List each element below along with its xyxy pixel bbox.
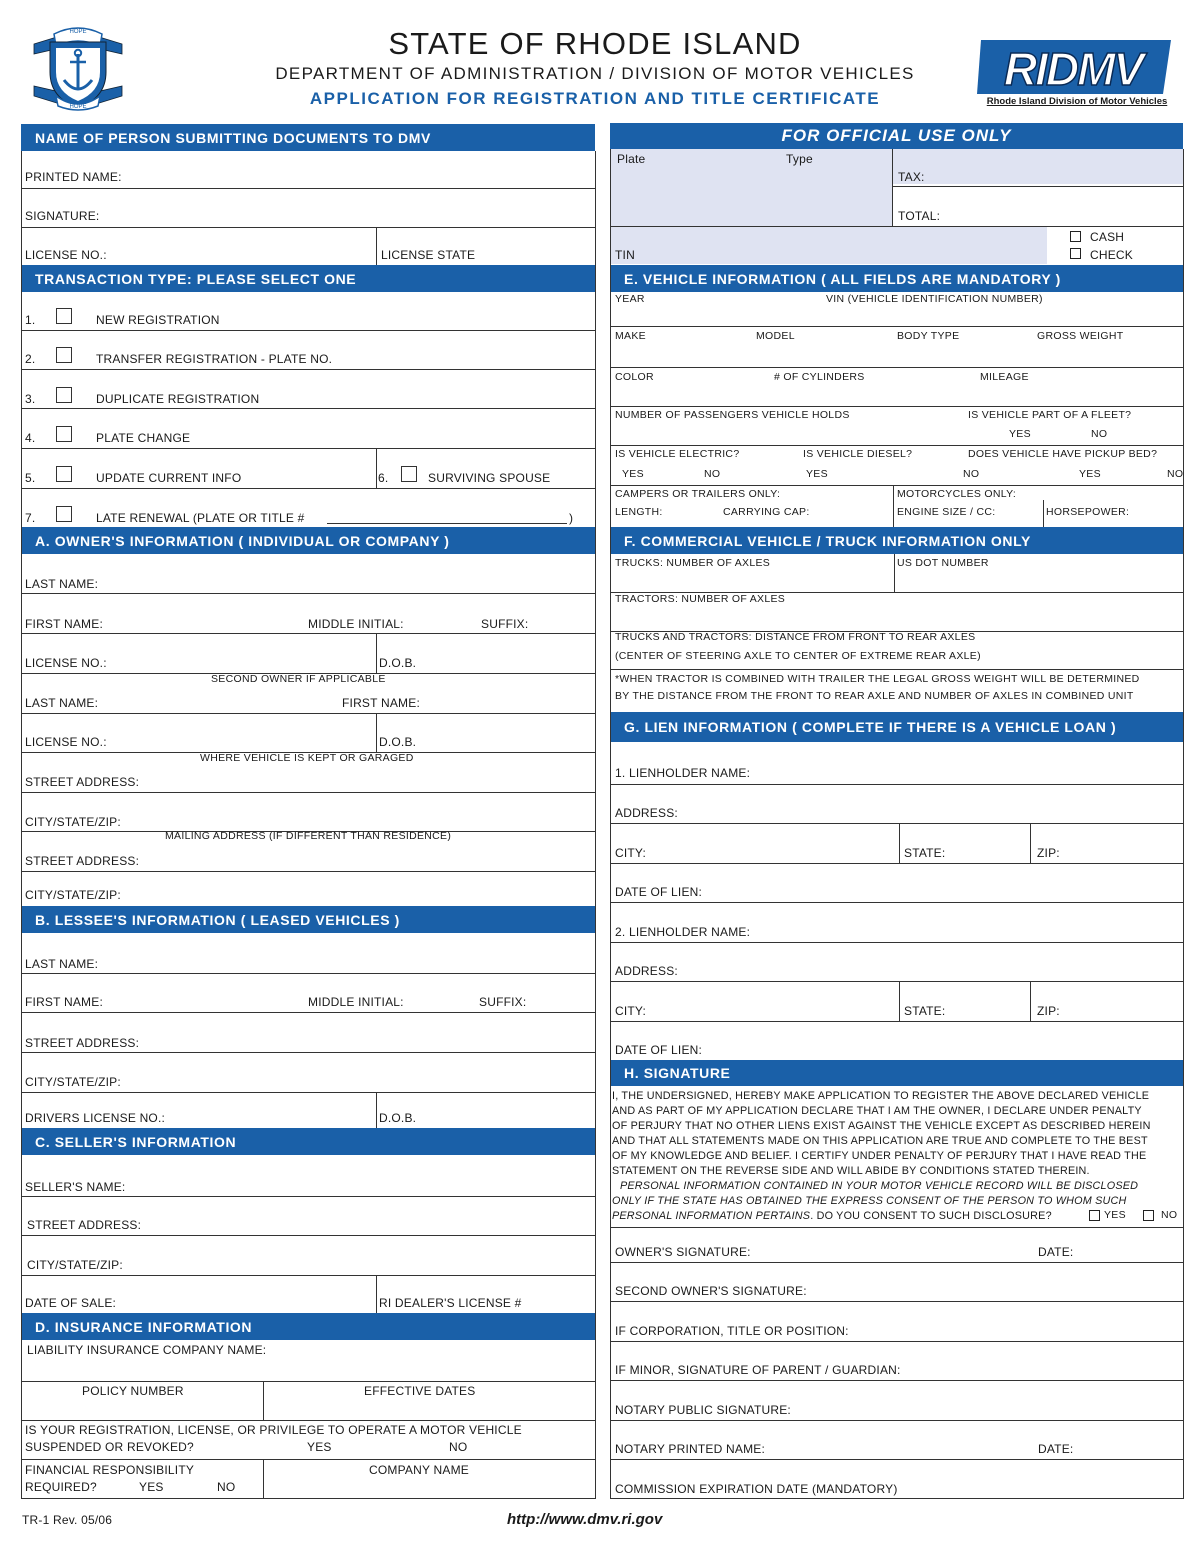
mailing-caption: MAILING ADDRESS (IF DIFFERENT THAN RESIDENCE) [165, 830, 452, 842]
declaration-line: OF MY KNOWLEDGE AND BELIEF. I CERTIFY UNDER PENALTY OF PERJURY THAT I HAVE READ THE [612, 1150, 1147, 1162]
lien2-zip-label: ZIP: [1037, 1004, 1060, 1018]
total-label: TOTAL: [898, 209, 941, 223]
new-registration-label: NEW REGISTRATION [96, 313, 220, 327]
notary-name-label: NOTARY PRINTED NAME: [615, 1442, 766, 1456]
transaction-heading: TRANSACTION TYPE: PLEASE SELECT ONE [21, 265, 595, 292]
transfer-registration-checkbox[interactable] [56, 347, 72, 363]
diesel-yes[interactable]: YES [806, 468, 828, 480]
electric-yes[interactable]: YES [622, 468, 644, 480]
suspended-no[interactable]: NO [449, 1440, 468, 1454]
anchor-seal-icon [30, 20, 126, 112]
lessee-first-name-label: FIRST NAME: [25, 995, 103, 1009]
printed-name-label: PRINTED NAME: [25, 170, 122, 184]
owner-dob-field[interactable] [420, 645, 590, 671]
mileage-label: MILEAGE [980, 371, 1029, 383]
diesel-no[interactable]: NO [963, 468, 980, 480]
duplicate-registration-label: DUPLICATE REGISTRATION [96, 392, 260, 406]
new-registration-checkbox[interactable] [56, 308, 72, 324]
axle-distance-note: (CENTER OF STEERING AXLE TO CENTER OF EXTREME REAR AXLE) [615, 650, 981, 662]
lienholder2-label: 2. LIENHOLDER NAME: [615, 925, 751, 939]
license-state-label: LICENSE STATE [381, 248, 476, 262]
owner-dob-label: D.O.B. [379, 656, 417, 670]
item-number: 2. [25, 352, 36, 366]
lessee-street-label: STREET ADDRESS: [25, 1036, 140, 1050]
privacy-line-3: PERSONAL INFORMATION PERTAINS [612, 1210, 811, 1222]
company-name-label: COMPANY NAME [369, 1463, 469, 1477]
declaration-text [612, 1089, 1151, 1224]
vin-label: VIN (VEHICLE IDENTIFICATION NUMBER) [826, 293, 1043, 305]
page-title: STATE OF RHODE ISLAND [388, 26, 802, 61]
owner-signature-field[interactable] [770, 1234, 1030, 1260]
second-owner-caption: SECOND OWNER IF APPLICABLE [211, 673, 386, 685]
financial-required-label: REQUIRED? [25, 1480, 97, 1494]
notary-signature-label: NOTARY PUBLIC SIGNATURE: [615, 1403, 791, 1417]
svg-text:HOPE: HOPE [69, 104, 87, 110]
lessee-suffix-label: SUFFIX: [479, 995, 527, 1009]
seller-city-label: CITY/STATE/ZIP: [27, 1258, 123, 1272]
late-renewal-field[interactable] [327, 512, 567, 524]
year-label: YEAR [615, 293, 645, 305]
fleet-yes[interactable]: YES [1009, 428, 1031, 440]
model-label: MODEL [756, 330, 795, 342]
make-label: MAKE [615, 330, 646, 342]
owner-license-field[interactable] [120, 645, 370, 671]
official-use-heading: FOR OFFICIAL USE ONLY [610, 123, 1183, 149]
insurance-company-label: LIABILITY INSURANCE COMPANY NAME: [27, 1343, 267, 1357]
item-number: 5. [25, 471, 36, 485]
mailing-street-label: STREET ADDRESS: [25, 854, 140, 868]
tax-label: TAX: [898, 170, 925, 184]
commission-expiration-label: COMMISSION EXPIRATION DATE (MANDATORY) [615, 1482, 898, 1496]
owner-first-name-label: FIRST NAME: [25, 617, 103, 631]
carrying-cap-label: CARRYING CAP: [723, 506, 810, 518]
transfer-registration-label: TRANSFER REGISTRATION - PLATE NO. [96, 352, 333, 366]
declaration-line: I, THE UNDERSIGNED, HEREBY MAKE APPLICATION TO REGISTER THE ABOVE DECLARED VEHICLE [612, 1090, 1150, 1102]
vehicle-heading: E. VEHICLE INFORMATION ( ALL FIELDS ARE MANDATORY ) [610, 265, 1183, 292]
check-checkbox[interactable] [1070, 248, 1081, 259]
owner-city-field[interactable] [135, 804, 590, 830]
cash-checkbox[interactable] [1070, 231, 1081, 242]
owner-first-name-field[interactable] [115, 606, 305, 632]
lien2-date-label: DATE OF LIEN: [615, 1043, 703, 1057]
electric-question: IS VEHICLE ELECTRIC? [615, 448, 740, 460]
commercial-heading: F. COMMERCIAL VEHICLE / TRUCK INFORMATION ONLY [610, 527, 1183, 554]
owner-signature-label: OWNER'S SIGNATURE: [615, 1245, 751, 1259]
ridmv-logo-icon [975, 36, 1179, 98]
campers-label: CAMPERS OR TRAILERS ONLY: [615, 488, 781, 500]
lien2-state-label: STATE: [904, 1004, 946, 1018]
insurance-company-field[interactable] [25, 1358, 590, 1380]
owner-street-field[interactable] [155, 764, 590, 790]
dealer-license-label: RI DEALER'S LICENSE # [379, 1296, 522, 1310]
horsepower-label: HORSEPOWER: [1046, 506, 1130, 518]
policy-number-label: POLICY NUMBER [82, 1384, 184, 1398]
surviving-spouse-label: SURVIVING SPOUSE [428, 471, 551, 485]
tractors-axles-label: TRACTORS: NUMBER OF AXLES [615, 593, 786, 605]
duplicate-registration-checkbox[interactable] [56, 387, 72, 403]
financial-yes[interactable]: YES [139, 1480, 164, 1494]
lessee-city-label: CITY/STATE/ZIP: [25, 1075, 121, 1089]
seller-heading: C. SELLER'S INFORMATION [21, 1128, 595, 1155]
signature-label: SIGNATURE: [25, 209, 100, 223]
update-info-label: UPDATE CURRENT INFO [96, 471, 242, 485]
consent-yes-label: YES [1104, 1209, 1126, 1221]
late-renewal-checkbox[interactable] [56, 506, 72, 522]
passengers-label: NUMBER OF PASSENGERS VEHICLE HOLDS [615, 409, 850, 421]
type-label: Type [786, 152, 813, 166]
lien1-state-label: STATE: [904, 846, 946, 860]
surviving-spouse-checkbox[interactable] [401, 466, 417, 482]
late-renewal-label: LATE RENEWAL (PLATE OR TITLE # [96, 511, 305, 525]
privacy-line-2: ONLY IF THE STATE HAS OBTAINED THE EXPRESS CONSENT OF THE PERSON TO WHOM SUCH [612, 1195, 1127, 1207]
plate-label: Plate [617, 152, 646, 166]
second-license-label: LICENSE NO.: [25, 735, 107, 749]
declaration-line: OF PERJURY THAT NO OTHER LIENS EXIST AGAINST THE VEHICLE EXCEPT AS DESCRIBED HEREIN [612, 1120, 1151, 1132]
where-kept-caption: WHERE VEHICLE IS KEPT OR GARAGED [200, 752, 414, 764]
close-paren: ) [569, 511, 574, 525]
length-label: LENGTH: [615, 506, 663, 518]
suspended-question: IS YOUR REGISTRATION, LICENSE, OR PRIVILEGE TO OPERATE A MOTOR VEHICLE [25, 1423, 522, 1437]
svg-text:RIDMV: RIDMV [1003, 43, 1143, 95]
motorcycles-label: MOTORCYCLES ONLY: [897, 488, 1017, 500]
financial-responsibility-label: FINANCIAL RESPONSIBILITY [25, 1463, 195, 1477]
consent-question: . DO YOU CONSENT TO SUCH DISCLOSURE? [810, 1210, 1052, 1222]
owner-street-label: STREET ADDRESS: [25, 775, 140, 789]
second-signature-label: SECOND OWNER'S SIGNATURE: [615, 1284, 807, 1298]
owner-heading: A. OWNER'S INFORMATION ( INDIVIDUAL OR COMPANY ) [21, 527, 595, 554]
gross-weight-label: GROSS WEIGHT [1037, 330, 1124, 342]
dmv-website-link[interactable]: http://www.dmv.ri.gov [507, 1511, 663, 1528]
pickup-no[interactable]: NO [1167, 468, 1184, 480]
svg-text:HOPE: HOPE [69, 29, 87, 35]
owner-last-name-label: LAST NAME: [25, 577, 99, 591]
owner-suffix-label: SUFFIX: [481, 617, 529, 631]
date-of-sale-label: DATE OF SALE: [25, 1296, 117, 1310]
privacy-line-1: PERSONAL INFORMATION CONTAINED IN YOUR MOTOR VEHICLE RECORD WILL BE DISCLOSED [620, 1180, 1139, 1192]
lien2-address-label: ADDRESS: [615, 964, 678, 978]
update-info-checkbox[interactable] [56, 466, 72, 482]
lien1-address-label: ADDRESS: [615, 806, 678, 820]
declaration-line: AND AS PART OF MY APPLICATION DECLARE THAT I AM THE OWNER, I DECLARE UNDER PENALTY [612, 1105, 1142, 1117]
declaration-line: AND THAT ALL STATEMENTS MADE ON THIS APPLICATION ARE TRUE AND COMPLETE TO THE BEST [612, 1135, 1148, 1147]
form-id: TR-1 Rev. 05/06 [22, 1513, 113, 1527]
second-dob-label: D.O.B. [379, 735, 417, 749]
signature-field[interactable] [110, 199, 590, 225]
fleet-no[interactable]: NO [1091, 428, 1108, 440]
lessee-dl-label: DRIVERS LICENSE NO.: [25, 1111, 166, 1125]
lien1-zip-label: ZIP: [1037, 846, 1060, 860]
lessee-heading: B. LESSEE'S INFORMATION ( LEASED VEHICLES ) [21, 906, 595, 933]
fleet-question: IS VEHICLE PART OF A FLEET? [968, 409, 1132, 421]
consent-yes-checkbox[interactable] [1089, 1210, 1100, 1221]
ridmv-logo [975, 36, 1179, 110]
notary-date-label: DATE: [1038, 1442, 1074, 1456]
lessee-last-name-label: LAST NAME: [25, 957, 99, 971]
financial-no[interactable]: NO [217, 1480, 236, 1494]
cash-label: CASH [1090, 230, 1125, 244]
lessee-middle-label: MIDDLE INITIAL: [308, 995, 404, 1009]
license-no-field[interactable] [120, 238, 370, 264]
plate-change-label: PLATE CHANGE [96, 431, 191, 445]
suspended-yes[interactable]: YES [307, 1440, 332, 1454]
seller-street-label: STREET ADDRESS: [27, 1218, 142, 1232]
lessee-dob-label: D.O.B. [379, 1111, 417, 1125]
minor-guardian-label: IF MINOR, SIGNATURE OF PARENT / GUARDIAN: [615, 1363, 901, 1377]
owner-last-name-field[interactable] [110, 566, 590, 592]
form-title: APPLICATION FOR REGISTRATION AND TITLE CERTIFICATE [309, 89, 881, 108]
diesel-question: IS VEHICLE DIESEL? [803, 448, 913, 460]
pickup-question: DOES VEHICLE HAVE PICKUP BED? [968, 448, 1158, 460]
axle-distance-label: TRUCKS AND TRACTORS: DISTANCE FROM FRONT TO REAR AXLES [615, 631, 976, 643]
cylinders-label: # OF CYLINDERS [774, 371, 865, 383]
lien1-date-label: DATE OF LIEN: [615, 885, 703, 899]
logo-caption: Rhode Island Division of Motor Vehicles [986, 96, 1168, 107]
owner-city-label: CITY/STATE/ZIP: [25, 815, 121, 829]
mailing-city-label: CITY/STATE/ZIP: [25, 888, 121, 902]
item-number: 7. [25, 511, 36, 525]
trucks-axles-label: TRUCKS: NUMBER OF AXLES [615, 557, 771, 569]
license-state-field[interactable] [490, 238, 590, 264]
signature-heading: H. SIGNATURE [610, 1060, 1183, 1086]
lien2-city-label: CITY: [615, 1004, 647, 1018]
lien-heading: G. LIEN INFORMATION ( COMPLETE IF THERE IS A VEHICLE LOAN ) [610, 712, 1183, 742]
pickup-yes[interactable]: YES [1079, 468, 1101, 480]
plate-change-checkbox[interactable] [56, 426, 72, 442]
electric-no[interactable]: NO [704, 468, 721, 480]
owner-license-label: LICENSE NO.: [25, 656, 107, 670]
tractor-note-2: BY THE DISTANCE FROM THE FRONT TO REAR AXLE AND NUMBER OF AXLES IN COMBINED UNIT [615, 690, 1134, 702]
consent-no-label: NO [1161, 1209, 1178, 1221]
insurance-heading: D. INSURANCE INFORMATION [21, 1313, 595, 1340]
state-seal [30, 20, 126, 112]
vin-field[interactable] [615, 305, 1180, 325]
printed-name-field[interactable] [140, 160, 590, 186]
item-number: 4. [25, 431, 36, 445]
usdot-label: US DOT NUMBER [897, 557, 989, 569]
corporation-label: IF CORPORATION, TITLE OR POSITION: [615, 1324, 849, 1338]
lienholder1-label: 1. LIENHOLDER NAME: [615, 766, 751, 780]
check-label: CHECK [1090, 248, 1134, 262]
tractor-note-1: *WHEN TRACTOR IS COMBINED WITH TRAILER THE LEGAL GROSS WEIGHT WILL BE DETERMINED [615, 673, 1140, 685]
body-type-label: BODY TYPE [897, 330, 960, 342]
effective-dates-label: EFFECTIVE DATES [364, 1384, 476, 1398]
item-number: 3. [25, 392, 36, 406]
second-first-name-label: FIRST NAME: [342, 696, 420, 710]
owner-middle-initial-label: MIDDLE INITIAL: [308, 617, 404, 631]
engine-size-label: ENGINE SIZE / CC: [897, 506, 996, 518]
consent-no-checkbox[interactable] [1143, 1210, 1154, 1221]
department-title: DEPARTMENT OF ADMINISTRATION / DIVISION OF MOTOR VEHICLES [275, 64, 915, 83]
declaration-line: STATEMENT ON THE REVERSE SIDE AND WILL ABIDE BY CONDITIONS STATED THEREIN. [612, 1165, 1090, 1177]
tin-label: TIN [615, 248, 635, 262]
item-number: 1. [25, 313, 36, 327]
transfer-plate-field[interactable] [362, 343, 590, 367]
item-number: 6. [378, 471, 389, 485]
seller-name-label: SELLER'S NAME: [25, 1180, 126, 1194]
license-no-label: LICENSE NO.: [25, 248, 107, 262]
lien1-city-label: CITY: [615, 846, 647, 860]
owner-date-label: DATE: [1038, 1245, 1074, 1259]
color-label: COLOR [615, 371, 654, 383]
suspended-question-2: SUSPENDED OR REVOKED? [25, 1440, 194, 1454]
second-last-name-label: LAST NAME: [25, 696, 99, 710]
submitter-heading: NAME OF PERSON SUBMITTING DOCUMENTS TO DMV [21, 124, 595, 151]
